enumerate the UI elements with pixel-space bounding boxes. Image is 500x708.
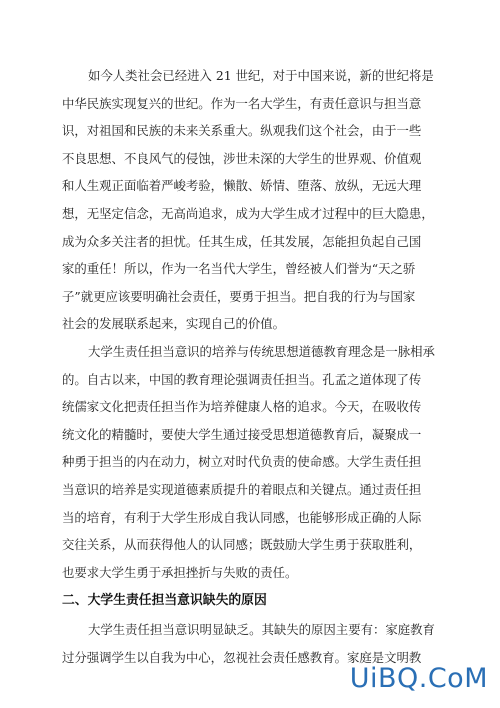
paragraph-intro	[62, 62, 434, 338]
text-line: 子”就更应该要明确社会责任，要勇于担当。把自我的行为与国家	[62, 288, 416, 304]
text-line: 也要求大学生勇于承担挫折与失败的责任。	[62, 564, 298, 580]
text-line: 和人生观正面临着严峻考验，懒散、娇情、堕落、放纵，无远大理	[62, 178, 422, 194]
text-line: 大学生责任担当意识的培养与传统思想道德教育理念是一脉相承	[88, 343, 435, 359]
text-line: 想，无坚定信念，无高尚追求，成为大学生成才过程中的巨大隐患，	[62, 205, 434, 221]
text-line: 成为众多关注者的担忧。任其生成，任其发展，怎能担负起自己国	[62, 233, 422, 249]
text-line: 的。自古以来，中国的教育理论强调责任担当。孔孟之道体现了传	[62, 371, 422, 387]
watermark-logo: UiBQ.CoM	[349, 663, 488, 694]
text-line: 家的重任！所以，作为一名当代大学生，曾经被人们誉为“天之骄	[62, 261, 416, 277]
text-line: 不良思想、不良风气的侵蚀，涉世未深的大学生的世界观、价值观	[62, 150, 422, 166]
text-line: 识，对祖国和民族的未来关系重大。纵观我们这个社会，由于一些	[62, 123, 422, 139]
text-line: 大学生责任担当意识明显缺乏。其缺失的原因主要有：家庭教育	[88, 622, 435, 638]
text-line: 如今人类社会已经进入 21 世纪，对于中国来说，新的世纪将是	[88, 68, 434, 83]
section-heading: 二、大学生责任担当意识缺失的原因	[62, 593, 267, 609]
text-line: 统文化的精髓时，要使大学生通过接受思想道德教育后，凝聚成一	[62, 426, 422, 442]
text-line: 当的培育，有利于大学生形成自我认同感，也能够形成正确的人际	[62, 509, 422, 525]
text-line: 统儒家文化把责任担当作为培养健康人格的追求。今天，在吸收传	[62, 399, 422, 415]
text-line: 当意识的培养是实现道德素质提升的着眼点和关键点。通过责任担	[62, 481, 422, 497]
text-line: 过分强调学生以自我为中心，忽视社会责任感教育。家庭是文明教	[62, 649, 422, 665]
text-line: 社会的发展联系起来，实现自己的价值。	[62, 316, 286, 332]
document-body	[62, 62, 434, 671]
paragraph-tradition	[62, 338, 434, 586]
text-line: 交往关系，从而获得他人的认同感；既鼓励大学生勇于获取胜利，	[62, 537, 422, 553]
text-line: 种勇于担当的内在动力，树立对时代负责的使命感。大学生责任担	[62, 454, 422, 470]
text-line: 中华民族实现复兴的世纪。作为一名大学生，有责任意识与担当意	[62, 95, 422, 111]
